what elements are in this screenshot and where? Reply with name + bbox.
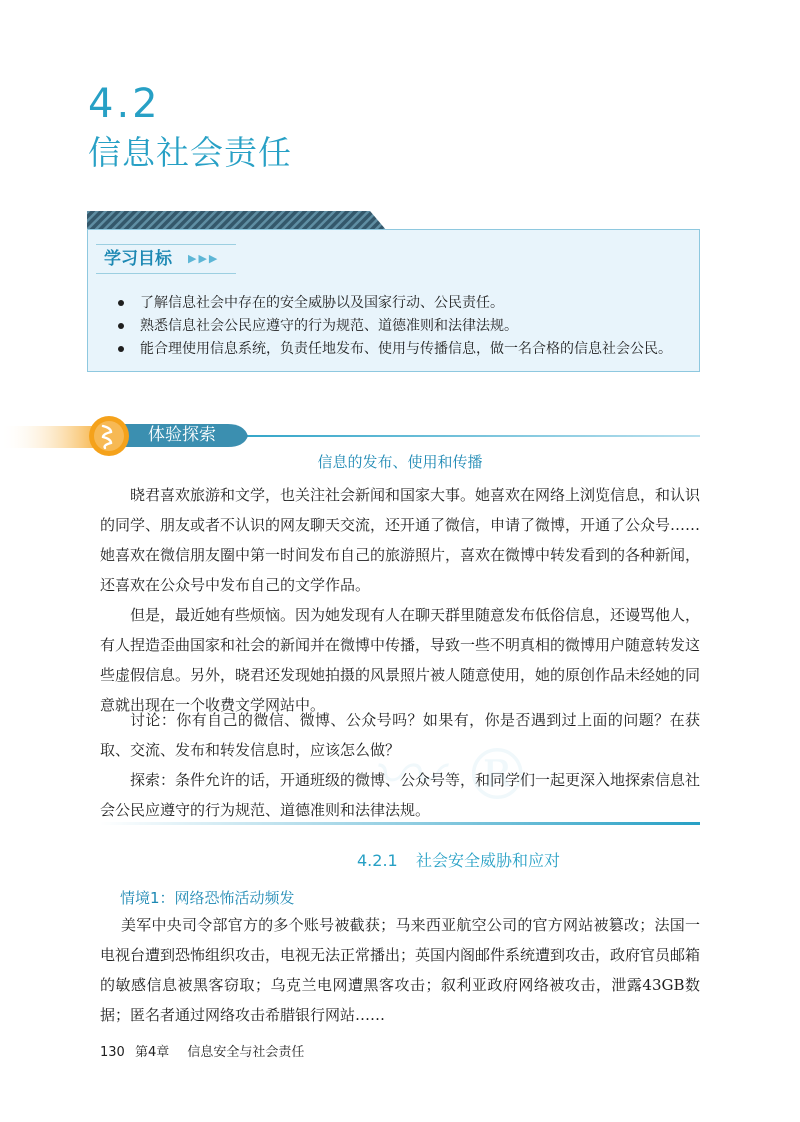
- stripe-band-decoration: [87, 211, 387, 231]
- section-title: 信息社会责任: [88, 133, 292, 172]
- section-number: 4.2: [88, 81, 161, 127]
- goal-item: [118, 315, 672, 338]
- chapter-title: 信息安全与社会责任: [187, 1045, 305, 1060]
- page-number: 130: [100, 1045, 125, 1060]
- subsection-title: 社会安全威胁和应对: [416, 851, 561, 870]
- chapter-label: 第4章: [134, 1045, 170, 1060]
- exploration-paragraph: 探索：条件允许的话，开通班级的微博、公众号等，和同学们一起更深入地探索信息社会公民应遵守的行为规范、道德准则和法律法规。: [100, 771, 701, 819]
- learning-goals-title: 学习目标: [104, 249, 172, 269]
- goal-text: 能合理使用信息系统，负责任地发布、使用与传播信息，做一名合格的信息社会公民。: [140, 341, 672, 357]
- subsection-number: 4.2.1: [357, 851, 398, 870]
- learning-goals-list: [118, 292, 672, 361]
- bullet-icon: [118, 346, 124, 352]
- discussion-paragraph: 讨论：你有自己的微信、微博、公众号吗？如果有，你是否遇到过上面的问题？在获取、交流、发布和转发信息时，应该怎么做？: [100, 711, 700, 759]
- goal-text: 了解信息社会中存在的安全威胁以及国家行动、公民责任。: [140, 295, 504, 311]
- watermark-decoration: 〰 ®: [370, 734, 533, 816]
- learning-goals-header: [96, 244, 236, 274]
- scenario-paragraph: 美军中央司令部官方的多个账号被截获；马来西亚航空公司的官方网站被篡改；法国一电视台遭到恐怖组织攻击，电视无法正常播出；英国内阁邮件系统遭到攻击，政府官员邮箱的敏感信息被黑客窃取；乌克兰电网遭黑客攻击；叙利亚政府网络被攻击，泄露43GB数据；匿名者通过网络攻击希腊银行网站……: [100, 916, 701, 1024]
- goal-item: [118, 338, 672, 361]
- bullet-icon: [118, 323, 124, 329]
- story-paragraph: 晓君喜欢旅游和文学，也关注社会新闻和国家大事。她喜欢在网络上浏览信息，和认识的同学、朋友或者不认识的网友聊天交流，还开通了微信，申请了微博，开通了公众号……她喜欢在微信朋友圈中第一时间发布自己的旅游照片，喜欢在微博中转发看到的各种新闻，还喜欢在公众号中发布自己的文学作品。: [100, 486, 701, 594]
- scenario-title: 情境1：网络恐怖活动频发: [120, 889, 295, 907]
- page-footer: [100, 1044, 304, 1062]
- arrows-icon: ▶▶▶: [188, 252, 220, 265]
- story-paragraph: 但是，最近她有些烦恼。因为她发现有人在聊天群里随意发布低俗信息，还谩骂他人，有人捏造歪曲国家和社会的新闻并在微博中传播，导致一些不明真相的微博用户随意转发这些虚假信息。另外，晓君还发现她拍摄的风景照片被人随意使用，她的原创作品未经她的同意就出现在一个收费文学网站中。: [100, 606, 701, 714]
- section-divider: [100, 822, 700, 825]
- story-title: 信息的发布、使用和传播: [317, 453, 483, 471]
- bullet-icon: [118, 300, 124, 306]
- learning-goals-box: [87, 229, 700, 372]
- explore-label: 体验探索: [148, 425, 216, 445]
- goal-item: [118, 292, 672, 315]
- goal-text: 熟悉信息社会公民应遵守的行为规范、道德准则和法律法规。: [140, 318, 518, 334]
